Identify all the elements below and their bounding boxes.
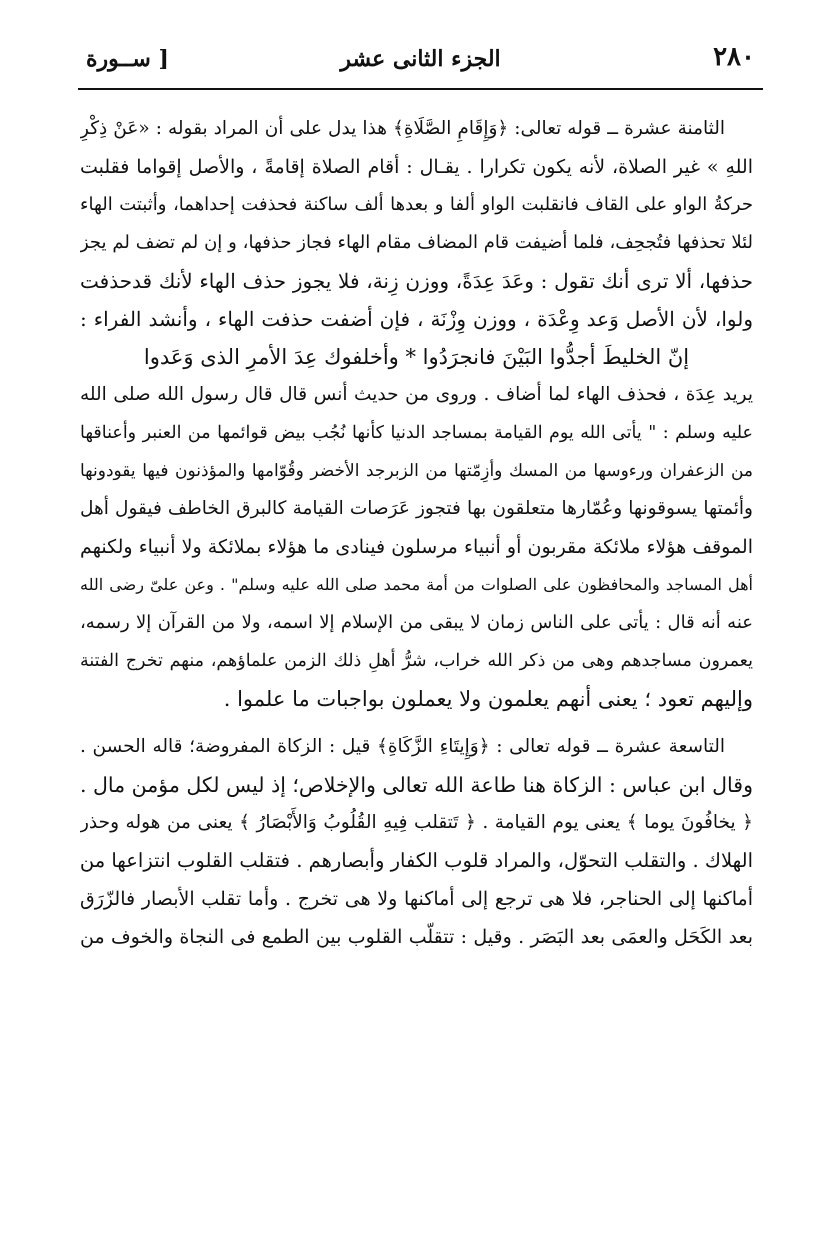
text-line: أهل المساجد والمحافظون على الصلوات من أمة محمد صلى الله عليه وسلم" . وعن علىّ رضى الله — [80, 575, 753, 594]
text-line: لئلا تحذفها فتُجحِف، فلما أضيفت قام المضاف مقام الهاء فجاز حذفها، و إن لم تضف لم يجز — [80, 232, 753, 253]
text-line: أماكنها إلى الحناجر، فلا هى ترجع إلى أماكنها ولا هى تخرج . وأما تقلب الأبصار فالزّرَق — [80, 888, 753, 910]
text-line: الهلاك . والتقلب التحوّل، والمراد قلوب الكفار وأبصارهم . فتقلب القلوب انتزاعها من — [80, 849, 753, 872]
text-line: وإليهم تعود ؛ يعنى أنهم يعلمون ولا يعملون بواجبات ما علموا . — [223, 687, 753, 711]
page-number: ٢٨٠ — [713, 42, 755, 72]
text-line: بعد الكَحَل والعمَى بعد البَصَر . وقيل : تتقلّب القلوب بين الطمع فى النجاة والخوف من — [80, 926, 753, 948]
main-text — [80, 110, 753, 956]
text-line: الموقف هؤلاء ملائكة مقربون أو أنبياء مرسلون فينادى ما هؤلاء بملائكة ولا أنبياء ولكنهم — [80, 536, 753, 558]
text-line: الثامنة عشرة ــ قوله تعالى: ﴿وَإِقَامِ الصَّلَاةِ﴾ هذا يدل على أن المراد بقوله : «عَنْ ذِكْرِ — [80, 118, 725, 139]
text-line: ولوا، لأن الأصل وَعد وِعْدَة ، ووزن وِزْنَة ، فإن أضفت حذفت الهاء ، وأنشد الفراء : — [80, 307, 753, 331]
poetry-verse: إنّ الخليطَ أجدُّوا البَيْنَ فانجرَدُوا * وأخلفوك عِدَ الأمرِ الذى وَعَدوا — [143, 345, 690, 369]
paragraph-eighteenth — [80, 110, 753, 338]
text-line: يريد عِدَة ، فحذف الهاء لما أضاف . وروى من حديث أنس قال قال رسول الله صلى الله — [80, 384, 753, 405]
text-line: اللهِ » غير الصلاة، لأنه يكون تكرارا . يقـال : أقام الصلاة إقامةً ، والأصل إقواما فقلبت — [80, 156, 753, 178]
text-line: حذفها، ألا ترى أنك تقول : وعَدَ عِدَةً، ووزن زِنة، فلا يجوز حذف الهاء لأنك قدحذفت — [80, 269, 753, 293]
paragraph-nineteenth — [80, 728, 753, 956]
text-line: وقال ابن عباس : الزكاة هنا طاعة الله تعالى والإخلاص؛ إذ ليس لكل مؤمن مال . — [80, 773, 753, 797]
header-rule — [78, 88, 763, 90]
surah-label: [ ســورة — [86, 46, 169, 72]
text-line: وأئمتها يسوقونها وعُمّارها متعلقون بها فتجوز عَرَصات القيامة كالبرق الخاطف فيقول أهل — [80, 498, 753, 519]
paragraph-hadith — [80, 376, 753, 718]
text-line: ﴿ يخافُونَ يوما ﴾ يعنى يوم القيامة . ﴿ تَتقلب فِيهِ القُلُوبُ وَالأَبْصَارُ ﴾ يعنى من هوله وحذر — [80, 812, 753, 833]
text-line: عليه وسلم : " يأتى الله يوم القيامة بمساجد الدنيا كأنها نُجُب بيض قوائمها من العنبر وأعناقها — [80, 423, 753, 443]
paragraph-gap — [80, 718, 753, 728]
running-title: الجزء الثانى عشر — [340, 46, 501, 72]
page-header — [78, 40, 763, 90]
text-line: التاسعة عشرة ــ قوله تعالى : ﴿وَإِيتَاءِ الزَّكَاةِ﴾ قيل : الزكاة المفروضة؛ قاله الحسن . — [80, 736, 725, 757]
text-line: حركةُ الواو على القاف فانقلبت الواو ألفا و بعدها ألف ساكنة فحذفت إحداهما، وأثبتت الهاء — [80, 194, 753, 215]
text-line: يعمرون مساجدهم وهى من ذكر الله خراب، شرُّ أهلِ ذلك الزمن علماؤهم، منهم تخرج الفتنة — [80, 651, 753, 671]
text-line: عنه أنه قال : يأتى على الناس زمان لا يبقى من الإسلام إلا اسمه، ولا من القرآن إلا رسمه، — [80, 612, 753, 633]
text-line: من الزعفران ورءوسها من المسك وأزِمّتها من الزبرجد الأخضر وقُوّامها والمؤذنون فيها يقودونها — [80, 461, 753, 481]
